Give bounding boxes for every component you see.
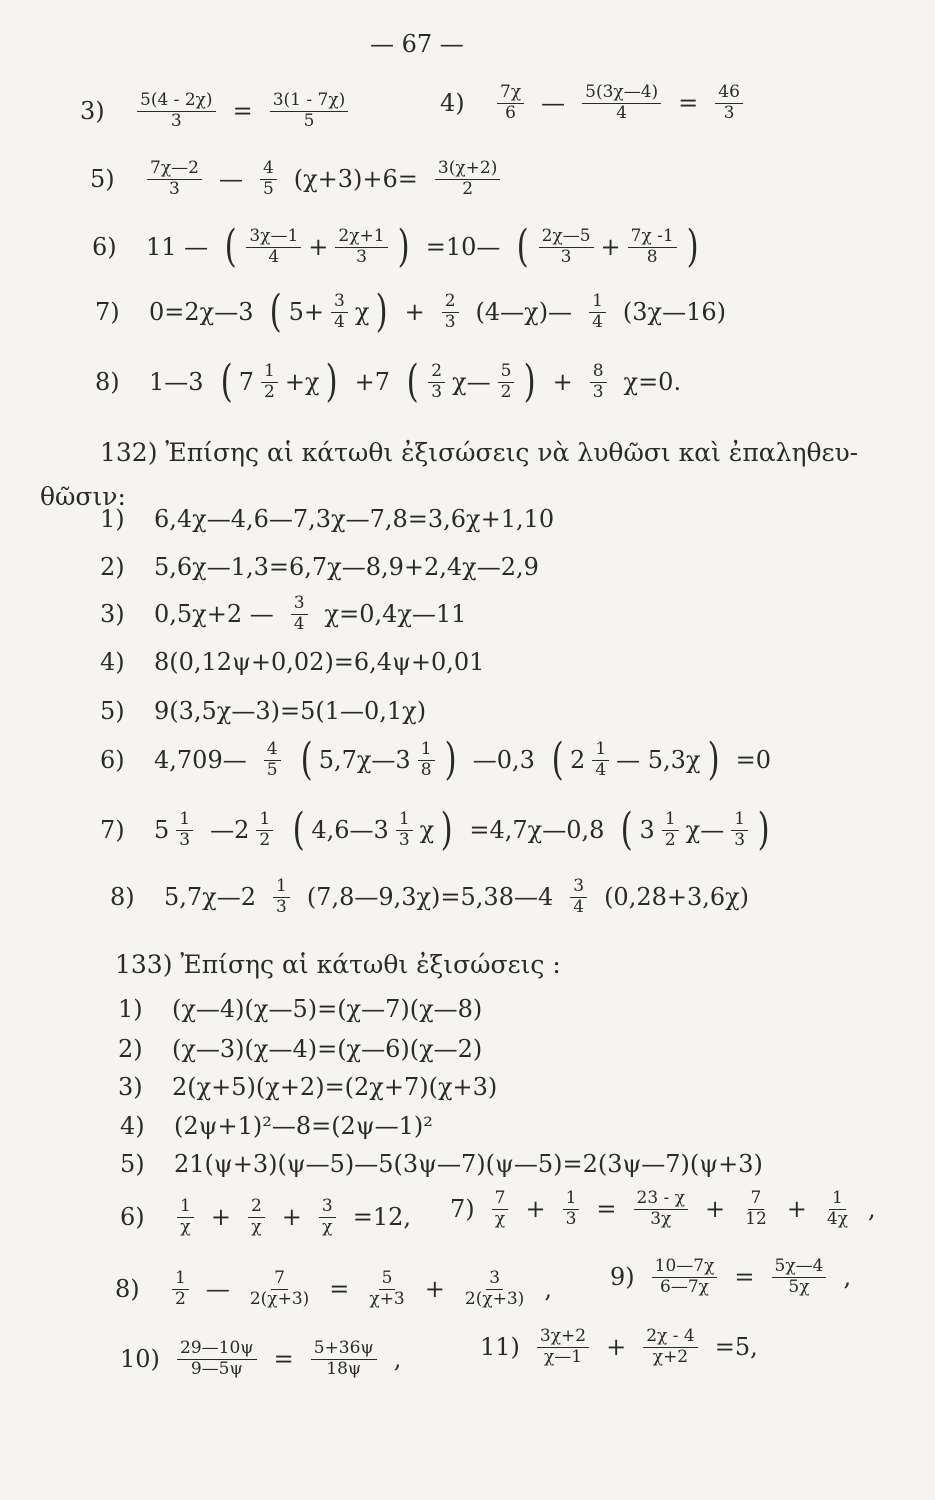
equation-label: 10): [120, 1345, 160, 1374]
equation-133-2: 2) (χ—3)(χ—4)=(χ—6)(χ—2): [118, 1035, 483, 1063]
equation-131-5: 5) 7χ—2 3 — 4 5 (χ+3)+6= $\frac{3(\chi+2)}{2}$: [90, 160, 503, 199]
equation-133-3: 3) 2(χ+5)(χ+2)=(2χ+7)(χ+3): [118, 1073, 498, 1101]
fraction: $\frac{2\chi - 4}{\chi+2}$: [643, 1328, 698, 1367]
fraction: 1 3: [176, 811, 193, 850]
fraction: 2 3: [428, 363, 445, 402]
fraction: 2χ—5 3: [539, 228, 594, 267]
equation-133-10: 10) $\frac{29—10\psi}{9—5\psi}$ = $\frac{5+36\psi}{18\psi}$ ,: [120, 1338, 402, 1379]
equation-label: 7): [95, 298, 120, 326]
equation-132-4: 4) 8(0,12ψ+0,02)=6,4ψ+0,01: [100, 648, 485, 676]
left-paren: (: [300, 734, 313, 785]
equation-133-7: 7) 7 χ + $\frac{1}{3}$ = $\frac{23 - \chi}{3\chi}$ + $\frac{7}{12}$ + $\frac{1}{4\chi}$ ,: [450, 1188, 876, 1229]
fraction: $\frac{46}{3}$: [715, 84, 743, 123]
left-paren: (: [270, 286, 283, 337]
equation-label: 5): [90, 165, 115, 194]
equation-label: 2): [118, 1035, 143, 1063]
equation-131-3: 3) $\frac{5(4 - 2\chi)}{3}$ = $\frac{3(1 - 7\chi)}{5}$: [80, 92, 351, 131]
exercise-heading-133: 133) Ἐπίσης αἱ κάτωθι ἐξισώσεις :: [115, 950, 561, 979]
fraction: 1 4: [589, 293, 606, 332]
equation-133-11: 11) 3χ+2 χ—1 + $\frac{2\chi - 4}{\chi+2}$ =5,: [480, 1326, 758, 1367]
left-paren: (: [551, 734, 564, 785]
equation-131-8: 8) 1—3 ( 7 1 2 +χ ) +7 ( 2 3 χ— 5 2 ) + $\frac{8}{3}$ χ=0.: [95, 356, 682, 407]
left-paren: (: [620, 804, 633, 855]
equation-131-4: 4) 7χ 6 — $\frac{5(3\chi—4)}{4}$ = $\frac{46}{3}$: [440, 84, 746, 123]
equation-label: 4): [440, 89, 465, 118]
equation-label: 1): [100, 505, 125, 533]
equation-132-8: 8) 5,7χ—2 1 3 (7,8—9,3χ)=5,38—4 3 4 (0,28+3,6χ): [110, 876, 750, 917]
equation-label: 9): [610, 1263, 635, 1292]
fraction: $\frac{5+36\psi}{18\psi}$: [311, 1340, 377, 1379]
fraction: $\frac{3}{\chi}$: [319, 1198, 336, 1237]
equation-label: 3): [100, 600, 125, 629]
right-paren: ): [440, 804, 453, 855]
fraction: $\frac{1}{4\chi}$: [826, 1188, 848, 1229]
fraction: $\frac{5(4 - 2\chi)}{3}$: [137, 92, 216, 131]
equation-132-2: 2) 5,6χ—1,3=6,7χ—8,9+2,4χ—2,9: [100, 553, 539, 581]
fraction: 3χ—1 4: [246, 228, 301, 267]
fraction: 1 2: [261, 363, 278, 402]
left-paren: (: [406, 356, 419, 407]
fraction: 1 2: [662, 811, 679, 850]
equation-132-6: 6) 4,709— 4 5 ( 5,7χ—3 1 8 ) —0,3 ( 2 1 4 — 5,3χ ) =0: [100, 734, 772, 785]
exercise-heading-132: 132) Ἐπίσης αἱ κάτωθι ἐξισώσεις νὰ λυθῶσι καὶ ἐπαληθευ-: [100, 438, 859, 467]
fraction: 1 3: [273, 878, 290, 917]
fraction: $\frac{7\chi -1}{8}$: [628, 228, 677, 267]
fraction: $\frac{1}{3}$: [563, 1190, 580, 1229]
fraction: $\frac{7}{2(\chi+3)}$: [249, 1268, 310, 1309]
equation-label: 6): [92, 233, 117, 261]
fraction: 4 5: [264, 741, 281, 780]
fraction: 1 2: [256, 811, 273, 850]
fraction: $\frac{7}{12}$: [745, 1188, 767, 1229]
fraction: 3 4: [291, 595, 308, 634]
equation-133-1: 1) (χ—4)(χ—5)=(χ—7)(χ—8): [118, 995, 483, 1023]
fraction: 1 2: [172, 1270, 189, 1309]
fraction: $\frac{3}{4}$: [331, 293, 348, 332]
right-paren: ): [444, 734, 457, 785]
equation-label: 8): [115, 1275, 140, 1304]
equation-label: 4): [100, 648, 125, 676]
fraction: $\frac{5(3\chi—4)}{4}$: [582, 84, 661, 123]
equation-132-7: 7) 5 1 3 —2 1 2 ( 4,6—3 1 3 χ ) =4,7χ—0,8 ( 3 1 2 χ— 1 3 ): [100, 804, 770, 855]
right-paren: ): [757, 804, 770, 855]
fraction: $\frac{2\chi+1}{3}$: [335, 228, 387, 267]
equation-133-4: 4) (2ψ+1)²—8=(2ψ—1)²: [120, 1112, 433, 1140]
right-paren: ): [523, 356, 537, 407]
left-paren: (: [224, 221, 237, 272]
page-number: — 67 —: [370, 30, 464, 58]
equation-label: 11): [480, 1333, 520, 1362]
left-paren: (: [516, 221, 530, 272]
fraction: $\frac{8}{3}$: [590, 363, 607, 402]
equation-label: 3): [80, 97, 105, 126]
equation-label: 7): [100, 816, 125, 844]
fraction: 7χ—2 3: [147, 160, 202, 199]
equation-label: 5): [120, 1150, 145, 1178]
fraction: $\frac{2}{\chi}$: [248, 1198, 265, 1237]
equation-label: 8): [95, 368, 120, 396]
fraction: $\frac{3}{2(\chi+3)}$: [464, 1268, 525, 1309]
equation-133-9: 9) $\frac{10—7\chi}{6—7\chi}$ = $\frac{5\chi—4}{5\chi}$ ,: [610, 1256, 852, 1297]
fraction: 4 5: [260, 160, 277, 199]
fraction: 1 4: [592, 741, 609, 780]
right-paren: ): [686, 221, 699, 272]
equation-label: 4): [120, 1112, 145, 1140]
equation-label: 8): [110, 883, 135, 912]
fraction: 7χ 6: [497, 84, 524, 123]
equation-131-7: 7) 0=2χ—3 ( 5+ $\frac{3}{4}$ χ ) + $\frac{2}{3}$ (4—χ)— 1 4 (3χ—16): [95, 286, 726, 337]
fraction: $\frac{5\chi—4}{5\chi}$: [772, 1258, 827, 1297]
exercise-heading-132-cont: θῶσιν:: [40, 482, 126, 511]
fraction: $\frac{29—10\psi}{9—5\psi}$: [177, 1340, 257, 1379]
fraction: 7 χ: [492, 1190, 509, 1229]
fraction: $\frac{2}{3}$: [442, 293, 459, 332]
right-paren: ): [375, 286, 389, 337]
fraction: 1 8: [418, 741, 435, 780]
right-paren: ): [707, 734, 720, 785]
equation-label: 1): [118, 995, 143, 1023]
fraction: 1 3: [396, 811, 413, 850]
equation-label: 2): [100, 553, 125, 581]
fraction: $\frac{10—7\chi}{6—7\chi}$: [652, 1258, 718, 1297]
right-paren: ): [397, 221, 410, 272]
equation-132-3: 3) 0,5χ+2 — 3 4 χ=0,4χ—11: [100, 593, 467, 634]
equation-131-6: 6) 11 — ( 3χ—1 4 + $\frac{2\chi+1}{3}$ ) =10— ( 2χ—5 3 + $\frac{7\chi -1}{8}$ ): [92, 221, 699, 272]
fraction: $\frac{3(\chi+2)}{2}$: [435, 160, 500, 199]
left-paren: (: [292, 804, 305, 855]
equation-132-1: 1) 6,4χ—4,6—7,3χ—7,8=3,6χ+1,10: [100, 505, 555, 533]
fraction: 1 χ: [177, 1198, 194, 1237]
fraction: 1 3: [731, 811, 748, 850]
equation-133-8: 8) 1 2 — $\frac{7}{2(\chi+3)}$ = $\frac{5}{\chi+3}$ + $\frac{3}{2(\chi+3)}$ ,: [115, 1268, 552, 1309]
fraction: $\frac{3(1 - 7\chi)}{5}$: [270, 92, 349, 131]
equation-label: 5): [100, 697, 125, 725]
left-paren: (: [220, 356, 233, 407]
fraction: 3χ+2 χ—1: [537, 1328, 589, 1367]
equation-label: 3): [118, 1073, 143, 1101]
fraction: 3 4: [570, 878, 587, 917]
right-paren: ): [326, 356, 339, 407]
equation-133-5: 5) 21(ψ+3)(ψ—5)—5(3ψ—7)(ψ—5)=2(3ψ—7)(ψ+3): [120, 1150, 763, 1178]
equation-label: 6): [100, 746, 125, 774]
fraction: 5 2: [498, 363, 515, 402]
fraction: $\frac{5}{\chi+3}$: [369, 1268, 405, 1309]
equation-132-5: 5) 9(3,5χ—3)=5(1—0,1χ): [100, 697, 427, 725]
equation-133-6: 6) 1 χ + $\frac{2}{\chi}$ + $\frac{3}{\chi}$ =12,: [120, 1196, 411, 1237]
equation-label: 7): [450, 1195, 475, 1224]
fraction: $\frac{23 - \chi}{3\chi}$: [634, 1190, 689, 1229]
equation-label: 6): [120, 1203, 145, 1232]
